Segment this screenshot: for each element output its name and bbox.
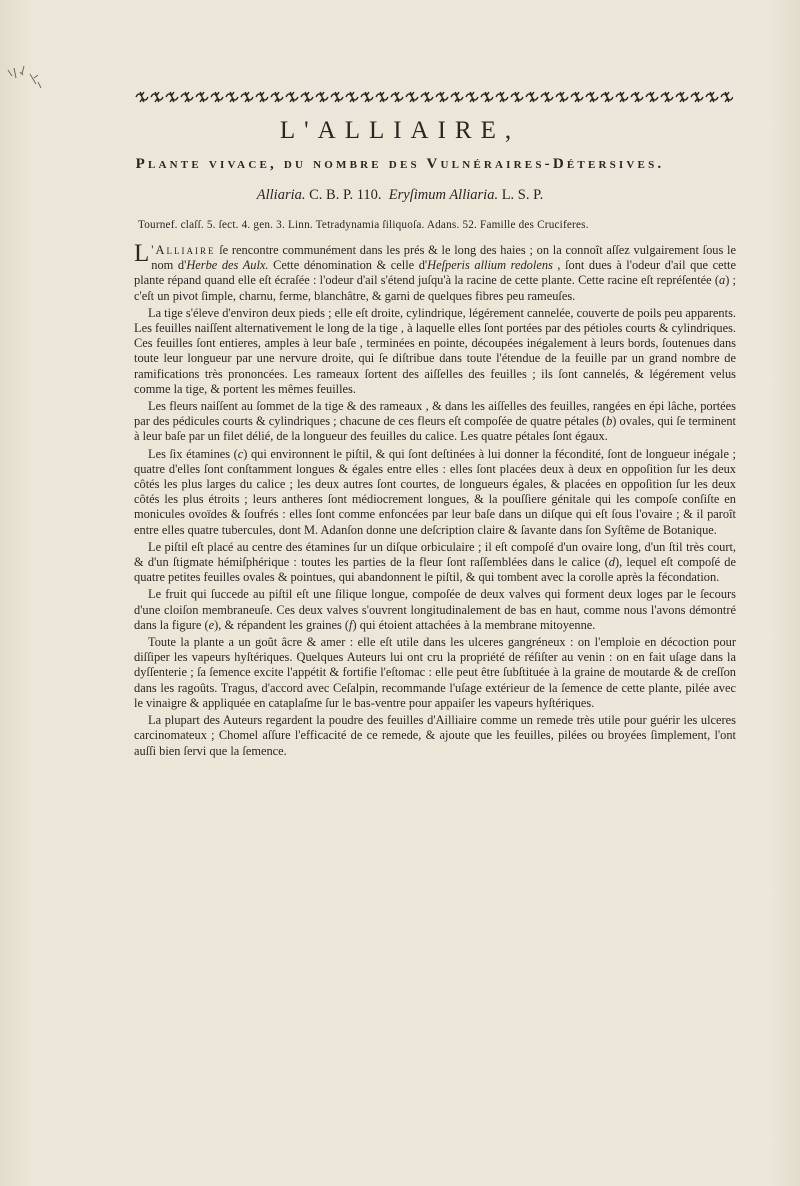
ornament-motif xyxy=(556,92,568,102)
ornament-motif xyxy=(226,92,238,102)
ornament-motif xyxy=(376,92,388,102)
ornament-motif xyxy=(526,92,538,102)
ornament-motif xyxy=(511,92,523,102)
ornament-motif xyxy=(286,92,298,102)
ornament-motif xyxy=(151,92,163,102)
ornament-motif xyxy=(406,92,418,102)
paragraph-1: L 'Alliaire ſe rencontre communément dans les prés & le long des haies ; on la connoît aſſez vulgairement ſous le nom d'Herbe des Aulx. Cette dénomination & celle d'Heſperis allium redolens , ſont dues à l'odeur d'ail que cette plante répand quand elle eſt écraſée : l'odeur d'ail s'étend juſqu'à la racine de cette plante. Cette racine eſt repréſentée (a) ; c'eſt un pivot ſimple, charnu, ferme, blanchâtre, & garni de quelques fibres peu rameuſes. xyxy=(134,240,736,303)
ornament-motif xyxy=(631,92,643,102)
paragraph-6: Le fruit qui ſuccede au piſtil eſt une ſilique longue, compoſée de deux valves qui forment deux loges par le ſecours d'une cloiſon membraneuſe. Ces deux valves s'ouvrent longitudinalement de bas en haut, comme nous l'avons démontré dans la figure (e), & répandent les graines (f) qui étoient attachées à la membrane mitoyenne. xyxy=(134,587,736,632)
ornament-motif xyxy=(571,92,583,102)
ornament-motif xyxy=(166,92,178,102)
ornament-motif xyxy=(136,92,148,102)
ornament-motif xyxy=(361,92,373,102)
ornament-motif xyxy=(721,92,733,102)
synonym-2-ref: L. S. P. xyxy=(501,187,544,203)
ornament-motif xyxy=(541,92,553,102)
ornament-motif xyxy=(451,92,463,102)
ornament-motif xyxy=(181,92,193,102)
ornament-motif xyxy=(616,92,628,102)
body-text xyxy=(134,240,736,761)
classification-references: Tournef. claſſ. 5. ſect. 4. gen. 3. Linn. Tetradynamia ſiliquoſa. Adans. 52. Famille des Cruciferes. xyxy=(138,219,589,231)
ornament-motif xyxy=(256,92,268,102)
paragraph-8: La plupart des Auteurs regardent la poudre des feuilles d'Ailliaire comme un remede très utile pour guérir les ulceres carcinomateux ; Chomel aſſure l'efficacité de ce remede, & ajoute que les feuilles, pilées ou broyées ſimplement, l'ont auſſi bien ſervi que la ſemence. xyxy=(134,713,736,758)
ornament-motif xyxy=(271,92,283,102)
ornament-motif xyxy=(661,92,673,102)
ornament-motif xyxy=(211,92,223,102)
ornament-motif xyxy=(346,92,358,102)
ornament-motif xyxy=(481,92,493,102)
ornament-motif xyxy=(436,92,448,102)
ornament-motif xyxy=(691,92,703,102)
synonyms-line xyxy=(0,187,800,204)
paragraph-3: Les fleurs naiſſent au ſommet de la tige & des rameaux , & dans les aiſſelles des feuilles, rangées en épi lâche, portées par des pédicules courts & cylindriques ; chacune de ces fleurs eſt compoſée de quatre pétales (b) ovales, qui ſe terminent à leur baſe par un filet délié, de la longueur des feuilles du calice. Les quatre pétales ſont égaux. xyxy=(134,399,736,444)
paragraph-7: Toute la plante a un goût âcre & amer : elle eſt utile dans les ulceres gangréneux : on l'emploie en décoction pour diſſiper les vapeurs hyſtériques. Quelques Auteurs lui ont cru la propriété de réſiſter au venin : on en fait uſage dans la dyſſenterie ; ſa ſemence excite l'appétit & fortifie l'eſtomac : elle peut être ſubſtituée à la graine de moutarde & de creſſon dans les ragoûts. Tragus, d'accord avec Ceſalpin, recommande l'uſage extérieur de la ſemence de cette plante, pilée avec le vinaigre & appliquée en cataplaſme ſur le bas-ventre pour appaiſer les vapeurs hyſtériques. xyxy=(134,635,736,710)
ornament-motif xyxy=(676,92,688,102)
ornament-motif xyxy=(331,92,343,102)
ornament-motif xyxy=(196,92,208,102)
page-title: L'ALLIAIRE, xyxy=(279,117,521,144)
margin-marks xyxy=(6,62,46,92)
ornament-motif xyxy=(241,92,253,102)
synonym-1-ref: C. B. P. 110. xyxy=(309,187,382,203)
synonym-2: Eryſimum Alliaria. xyxy=(388,187,499,203)
decorative-header-band xyxy=(133,90,733,104)
ornament-motif xyxy=(421,92,433,102)
page-subtitle: Plante vivace, du nombre des Vulnéraires-Déterſives. xyxy=(135,156,665,172)
ornament-motif xyxy=(301,92,313,102)
paragraph-5: Le piſtil eſt placé au centre des étamines ſur un diſque orbiculaire ; il eſt compoſé d'un ovaire long, d'un ſtil très court, & d'un ſtigmate hémiſphérique : toutes les parties de la fleur ſont raſſemblées dans le calice (d), lequel eſt compoſé de quatre petites feuilles ovales & pointues, qui abandonnent le piſtil, & qui tombent avec la corolle après la fécondation. xyxy=(134,539,736,585)
ornament-motif xyxy=(646,92,658,102)
ornament-motif xyxy=(316,92,328,102)
drop-cap: L xyxy=(134,240,150,267)
ornament-motif xyxy=(706,92,718,102)
ornament-motif xyxy=(391,92,403,102)
synonym-1: Alliaria. xyxy=(256,187,306,203)
ornament-motif xyxy=(601,92,613,102)
paragraph-4: Les ſix étamines (c) qui environnent le piſtil, & qui ſont deſtinées à lui donner la fécondité, ſont de longueur inégale ; quatre d'elles ſont conſtamment longues & égales entre elles : elles ſont placées deux à deux en oppoſition ſur les deux côtés les plus larges du calice ; les deux autres ſont courtes, de longueurs égales, & placées en oppoſition ſur les deux côtés les plus étroits ; leurs antheres ſont médiocrement longues, & la pouſſiere génitale qui les compoſe conſiſte en monicules ovoïdes & ſoufrés : elles ſont comme enfoncées par leur baſe dans un diſque qui eſt ſous l'ovaire ; & il paroît entre elles quatre tubercules, dont M. Adanſon donne une deſcription claire & ſavante dans ſon Syſtême de Botanique. xyxy=(134,446,736,537)
ornament-motif xyxy=(496,92,508,102)
ornament-motif xyxy=(466,92,478,102)
paragraph-2: La tige s'éleve d'environ deux pieds ; elle eſt droite, cylindrique, légérement cannelée, couverte de poils peu apparents. Les feuilles naiſſent alternativement le long de la tige , à laquelle elles ſont portées par des pétioles courts & cylindriques. Ces feuilles ſont entieres, amples à leur baſe , terminées en pointe, découpées inégalement à leurs bords, ſoutenues dans toute leur longueur par une nervure droite, qui ſe diſtribue dans toute l'étendue de la feuille par un grand nombre de ramifications très prononcées. Les rameaux ſortent des aiſſelles des feuilles ; ils ſont cannelés, & légérement velus comme la tige, & portent les mêmes feuilles. xyxy=(134,305,736,396)
ornament-motif xyxy=(586,92,598,102)
